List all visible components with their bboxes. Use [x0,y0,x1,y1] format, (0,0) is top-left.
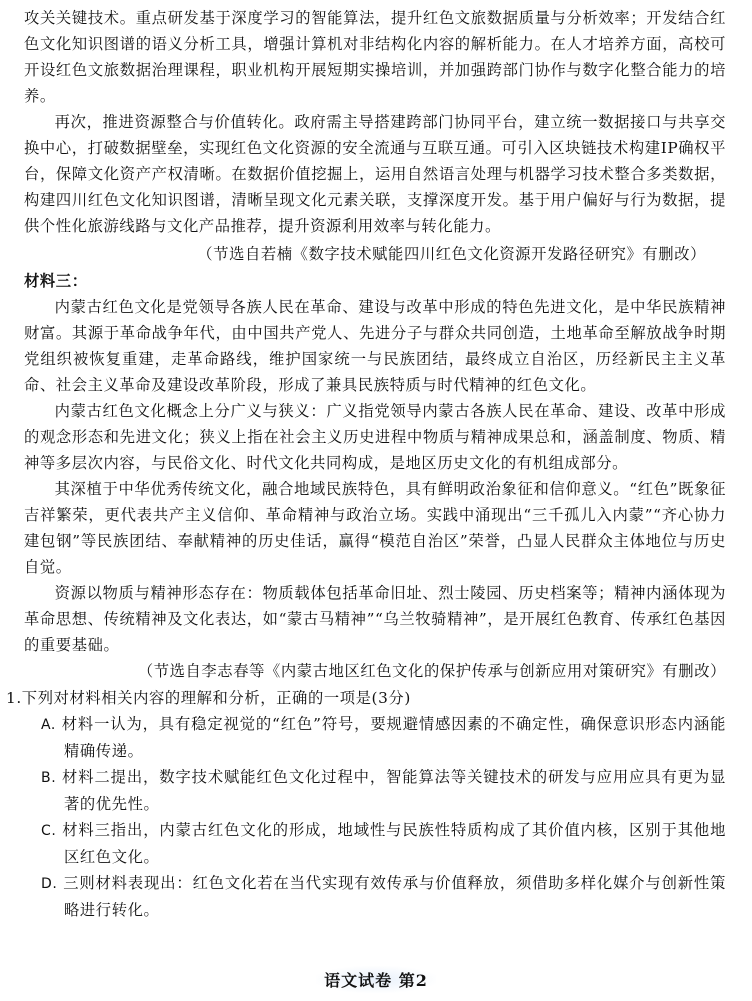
paragraph: 再次，推进资源整合与价值转化。政府需主导搭建跨部门协同平台，建立统一数据接口与共享交换中心，打破数据壁垒，实现红色文化资源的安全流通与互联互通。可引入区块链技术构建IP确权平台，保障文化资产产权清晰。在数据价值挖掘上，运用自然语言处理与机器学习技术整合多类数据，构建四川红色文化知识图谱，清晰呈现文化元素关联，支撑深度开发。基于用户偏好与行为数据，提供个性化旅游线路与文化产品推荐，提升资源利用效率与转化能力。 [24,113,726,235]
option-b[interactable] [0,764,752,817]
option-c[interactable] [0,817,752,870]
question-number: 1. [6,689,22,707]
option-text: 三则材料表现出：红色文化若在当代实现有效传承与价值释放，须借助多样化媒介与创新性策略进行转化。 [63,874,726,919]
option-d[interactable] [0,870,752,923]
question-1 [0,685,752,923]
source-citation: （节选自李志春等《内蒙古地区红色文化的保护传承与创新应用对策研究》有删改） [137,662,726,680]
option-letter: B. [41,770,57,786]
material2-tail [0,5,752,267]
option-text: 材料二提出，数字技术赋能红色文化过程中，智能算法等关键技术的研发与应用应具有更为显著的优先性。 [62,768,727,813]
option-letter: A. [41,717,56,733]
material3 [0,268,752,684]
page-footer [0,966,752,993]
section-heading: 材料三： [24,272,88,290]
paragraph: 内蒙古红色文化概念上分广义与狭义：广义指党领导内蒙古各族人民在革命、建设、改革中形成的观念形态和先进文化；狭义上指在社会主义历史进程中物质与精神成果总和，涵盖制度、物质、精神等多层次内容，与民俗文化、时代文化共同构成，是地区历史文化的有机组成部分。 [24,402,726,472]
source-citation: （节选自若楠《数字技术赋能四川红色文化资源开发路径研究》有删改） [197,245,706,263]
option-letter: C. [41,823,57,839]
question-text: 下列对材料相关内容的理解和分析，正确的一项是(3分) [21,689,411,707]
option-text: 材料三指出，内蒙古红色文化的形成，地域性与民族性特质构成了其价值内核，区别于其他地区红色文化。 [62,821,726,866]
option-letter: D. [41,876,58,892]
paragraph: 资源以物质与精神形态存在：物质载体包括革命旧址、烈士陵园、历史档案等；精神内涵体现为革命思想、传统精神及文化表达，如“蒙古马精神”“乌兰牧骑精神”，是开展红色教育、传承红色基因的重要基础。 [24,584,726,654]
option-a[interactable] [0,711,752,764]
paragraph: 攻关关键技术。重点研发基于深度学习的智能算法，提升红色文旅数据质量与分析效率；开发结合红色文化知识图谱的语义分析工具，增强计算机对非结构化内容的解析能力。在人才培养方面，高校可开设红色文旅数据治理课程，职业机构开展短期实操培训，并加强跨部门协作与数字化整合能力的培养。 [24,9,726,105]
option-text: 材料一认为，具有稳定视觉的“红色”符号，要规避情感因素的不确定性，确保意识形态内涵能精确传递。 [61,715,726,760]
question-stem [0,685,752,711]
footer-label: 语文试卷 第2 [316,966,436,993]
paragraph: 内蒙古红色文化是党领导各族人民在革命、建设与改革中形成的特色先进文化，是中华民族精神财富。其源于革命战争年代，由中国共产党人、先进分子与群众共同创造，土地革命至解放战争时期党组织被恢复重建，走革命路线，维护国家统一与民族团结，最终成立自治区，历经新民主主义革命、社会主义革命及建设改革阶段，形成了兼具民族特质与时代精神的红色文化。 [24,298,726,394]
paragraph: 其深植于中华优秀传统文化，融合地域民族特色，具有鲜明政治象征和信仰意义。“红色”既象征吉祥繁荣，更代表共产主义信仰、革命精神与政治立场。实践中涌现出“三千孤儿入内蒙”“齐心协力建包钢”等民族团结、奉献精神的历史佳话，赢得“模范自治区”荣誉，凸显人民群众主体地位与历史自觉。 [24,480,726,576]
